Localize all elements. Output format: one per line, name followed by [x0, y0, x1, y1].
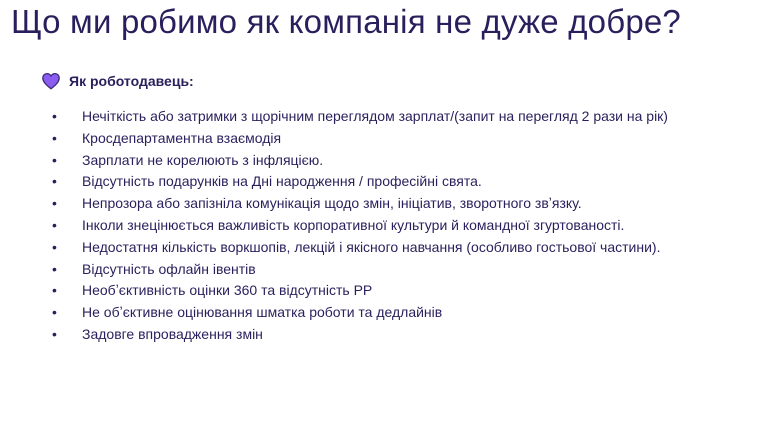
list-item-text: Відсутність подарунків на Дні народження / професійні свята. — [82, 173, 482, 190]
bullet: • — [52, 173, 57, 190]
bullet: • — [52, 195, 57, 212]
bullet: • — [52, 216, 57, 233]
list-item — [0, 302, 768, 324]
list-item-text: Кросдепартаментна взаємодія — [82, 129, 282, 146]
purple-heart-icon — [41, 72, 61, 90]
list-item-text: Необʼєктивність оцінки 360 та відсутність PP — [82, 282, 373, 299]
list-item-text: Задовге впровадження змін — [82, 325, 263, 342]
bullet: • — [52, 260, 57, 277]
list-item — [0, 150, 768, 172]
list-item — [0, 106, 768, 128]
list-item — [0, 280, 768, 302]
list-item — [0, 128, 768, 150]
bullet: • — [52, 325, 57, 342]
bullet: • — [52, 129, 57, 146]
list-item-text: Недостатня кількість воркшопів, лекцій і якісного навчання (особливо гостьової частини). — [82, 238, 661, 255]
list-item-text: Непрозора або запізніла комунікація щодо змін, ініціатив, зворотного звʼязку. — [82, 195, 582, 212]
issues-list — [0, 106, 768, 346]
list-item — [0, 215, 768, 237]
list-item — [0, 259, 768, 281]
list-item — [0, 193, 768, 215]
list-item-text: Інколи знецінюється важливість корпоративної культури й командної згуртованості. — [82, 216, 625, 233]
list-item-text: Нечіткість або затримки з щорічним переглядом зарплат/(запит на перегляд 2 рази на рік) — [82, 108, 668, 124]
section-label: Як роботодавець: — [69, 73, 194, 89]
bullet: • — [52, 151, 57, 168]
list-item-text: Зарплати не корелюють з інфляцією. — [82, 151, 324, 168]
bullet: • — [52, 108, 57, 124]
section-header — [41, 71, 194, 91]
list-item — [0, 237, 768, 259]
list-item — [0, 324, 768, 346]
slide-title: Що ми робимо як компанія не дуже добре? — [11, 3, 681, 40]
bullet: • — [52, 282, 57, 299]
list-item-text: Не обʼєктивне оцінювання шматка роботи та дедлайнів — [82, 304, 443, 321]
bullet: • — [52, 304, 57, 321]
list-item — [0, 171, 768, 193]
list-item-text: Відсутність офлайн івентів — [82, 260, 256, 277]
bullet: • — [52, 238, 57, 255]
